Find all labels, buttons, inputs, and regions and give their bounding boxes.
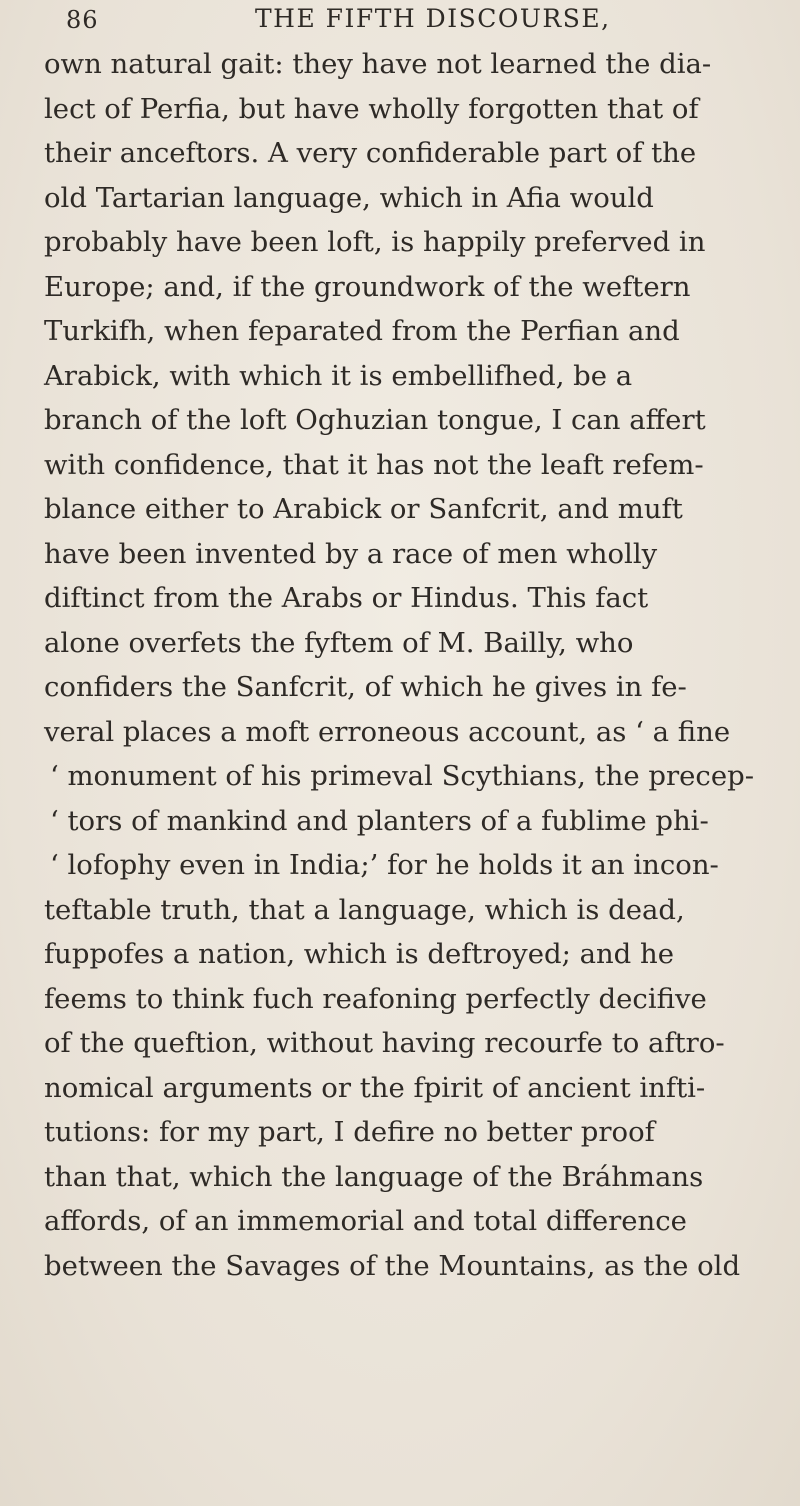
text-line: feems to think fuch reafoning perfectly decifive [44,982,707,1015]
text-line: between the Savages of the Mountains, as the old [44,1249,741,1282]
text-line: probably have been loft, is happily preferved in [44,226,706,258]
text-line: Arabick, with which it is embellifhed, be a [44,359,633,392]
text-line: veral places a moft erroneous account, as ‘ a fine [44,715,731,748]
text-line: ‘ lofophy even in India;’ for he holds it an incon- [50,849,719,881]
text-line: nomical arguments or the fpirit of ancient infti- [44,1071,706,1104]
text-line: lect of Perfia, but have wholly forgotten that of [44,92,699,125]
text-line: branch of the loft Oghuzian tongue, I can affert [44,404,706,436]
page-number: 86 [66,6,99,34]
text-line: their anceftors. A very confiderable part of the [44,137,697,169]
text-line: with confidence, that it has not the leaft refem- [44,448,704,481]
text-line: confiders the Sanfcrit, of which he gives in fe- [44,671,687,703]
body-text [40,42,800,1288]
text-line: fuppofes a nation, which is deftroyed; and he [44,938,675,970]
text-line: blance either to Arabick or Sanfcrit, and muft [44,493,683,525]
text-line: of the queftion, without having recourfe to aftro- [44,1027,725,1059]
text-line: ‘ monument of his primeval Scythians, the precep- [50,760,755,792]
text-line: teftable truth, that a language, which is dead, [44,893,685,926]
text-line: alone overfets the fyftem of M. Bailly, who [44,626,634,659]
text-line: diftinct from the Arabs or Hindus. This fact [44,582,649,614]
text-line: Turkifh, when feparated from the Perfian and [44,315,680,347]
page-header [0,0,800,44]
text-line: Europe; and, if the groundwork of the weftern [44,270,691,303]
text-line: than that, which the language of the Bráhmans [44,1160,704,1193]
text-line: ‘ tors of mankind and planters of a fublime phi- [50,804,709,837]
text-line: own natural gait: they have not learned the dia- [44,48,712,80]
text-line: have been invented by a race of men wholly [44,537,658,570]
text-line: affords, of an immemorial and total difference [44,1205,687,1237]
text-line: old Tartarian language, which in Afia would [44,181,654,214]
running-head: THE FIFTH DISCOURSE, [255,4,611,33]
text-line: tutions: for my part, I defire no better proof [44,1116,655,1148]
